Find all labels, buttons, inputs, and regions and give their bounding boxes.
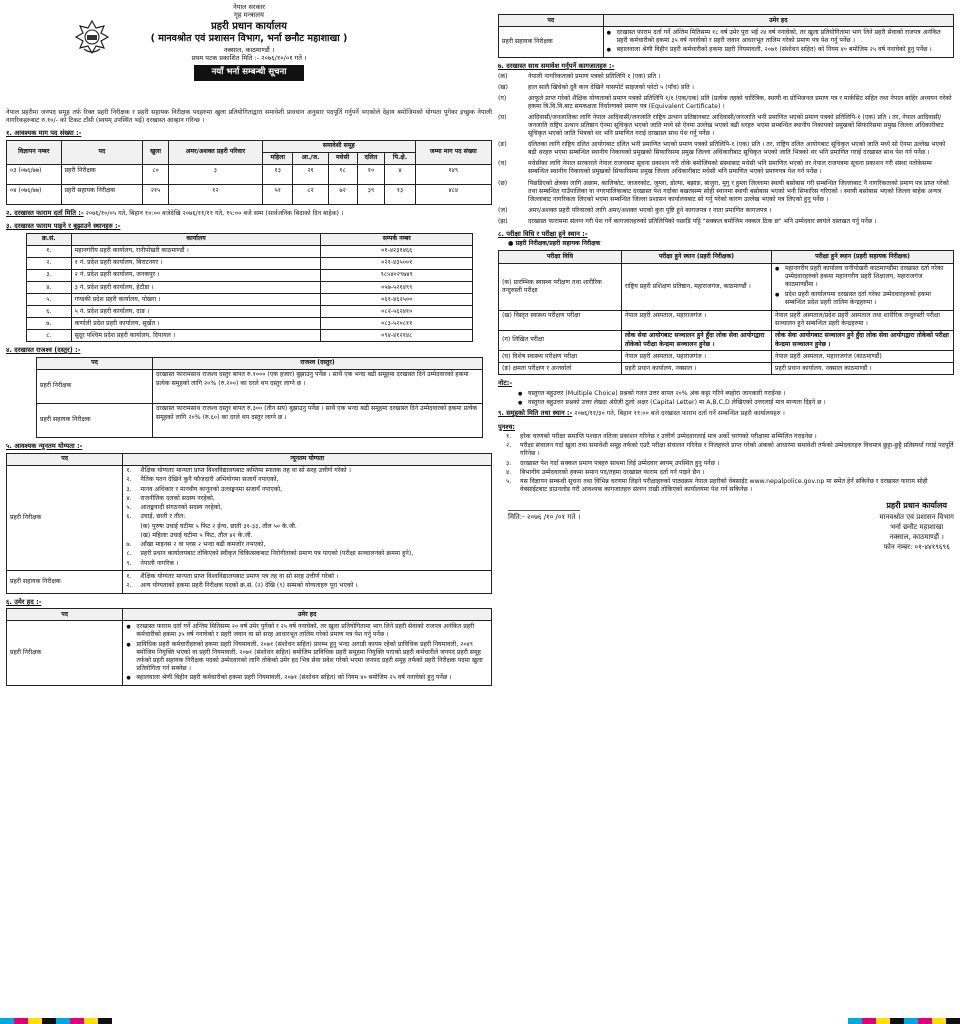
col-post: पद: [7, 453, 123, 465]
print-color-bar: [0, 1018, 112, 1024]
item-number: ५.: [506, 478, 512, 486]
item-number: ९.: [126, 559, 132, 567]
item-number: (क): [498, 72, 508, 80]
col-phone: सम्पर्क नम्बर: [321, 233, 473, 245]
cell: ४८४: [415, 185, 491, 205]
table-row: [7, 621, 492, 686]
item-text: शैक्षिक योग्यताः मान्यता प्राप्त विश्वविद्यालयबाट कम्तिमा स्नातक तह वा सो सरह उत्तीर्ण गरेको ।: [140, 467, 351, 475]
item-text: ● वस्तुगत बहुउत्तर (Multiple Choice) प्रश्नको गलत उत्तर बापत २०% अंक कट्टा गरिने ब्यहोरा जानकारी गराईन्छ ।: [528, 389, 786, 397]
col-women: महिला: [263, 152, 293, 164]
section-3-title: ३. दरखास्त फाराम पाइने र बुझाउने स्थानहरु :-: [6, 222, 121, 231]
item-number: [126, 523, 140, 531]
registration-dates: २०७६/१०/०५ गते, बिहान १०:०० बजेदेखि २०७६/११/११ गते, १५:०० बजे सम्म (सार्वजनिक बिदाको दिन बाहेक) ।: [85, 210, 344, 218]
item-text: मधेसीका लागि नेपाल सरकारले नेपाल राजपत्रमा सूचना प्रकाशन गरी तोके बमोजिमको संस्थाबाट मधेसी भनि प्रमाणित भएको तर नेपाल राजपत्रमा सूचना प्रकाशन गरी संस्था नतोकेसम्म सम्बन्धित स्थानीय निकायको प्रमुखको सिफारिसमा प्रमुख जिल्ला अधिकारीबाट मधेसी भनि प्रमाणित भएको प्रमाणपत्र पेश गर्न पर्नेछ ।: [528, 160, 932, 176]
color-swatch: [70, 1018, 84, 1024]
item-text: पिछडिएको क्षेत्रका लागि अछाम, कालिकोट, जाजरकोट, जुम्ला, डोल्पा, बझाङ, बाजुरा, मुगु र हुम्ला जिल्लामा स्थायी बसोबास गरी सम्बन्धित जिल्लाबाट नै नागरिकताको प्रमाण पत्र प्राप्त गरेको तथा सम्बन्धित गाउँपालिका वा नगरपालिकाबाट दरखास्त पेश गर्दाका बखतसम्म सोही स्थानमा स्थायी बसोबास भएको भनी सिफारिस गरिएको । स्थायी बसोबास भएको जिल्ला बाहेक अन्यत्र जिल्लाबाट नागरिकता लिएको भएमा सम्बन्धित जिल्ला प्रशासन कार्यालयबाट सो गर्नु परेको कारण उल्लेख भएको पत्र लिएको हुनु पर्नेछ ।: [528, 179, 949, 203]
list-item: [498, 84, 954, 92]
cell: ५१: [263, 185, 293, 205]
cell: ३.: [27, 269, 72, 281]
table-row: [499, 263, 954, 310]
item-text: दलितका लागि राष्ट्रिय दलित आयोगबाट दलित भनी प्रमाणित भएको प्रमाण पत्रको प्रतिलिपि-१ (एक) प्रति । तर, राष्ट्रिय दलित आयोगबाट सूचिकृत भएको जाति मध्ये सो ऐनमा उल्लेख भएको बढी थरहरु भएमा सम्बन्धित स्थानीय निकायको प्रमुखको सिफारिसमा प्रमुख जिल्ला अधिकारीबाट सूचिकृत भएको जाति भित्रको थर भनि प्रमाणित गराई दरखास्त साथ पेश गर्न पर्नेछ ।: [528, 141, 946, 157]
item-text: राजनीतिक दलको सदस्य नरहेको,: [140, 494, 215, 502]
age-table-inspector: [6, 608, 492, 686]
cell: लोक सेवा आयोगबाट सञ्चालन हुने हुँदा लोक सेवा आयोगद्वारा तोकेको परीक्षा केन्द्रमा सञ्चालन हुनेछ ।: [621, 330, 771, 350]
cell: ५ नं. प्रदेश प्रहरी कार्यालय, दाङ ।: [71, 306, 321, 318]
list-item: [498, 73, 954, 81]
cell: प्रहरी प्रधान कार्यालय, नक्साल काठमाण्डौं ।: [771, 363, 953, 375]
section-4-title: ४. दरखास्त राजश्व (दस्तुर) :-: [6, 346, 81, 355]
list-item: [126, 541, 488, 549]
table-row: [499, 330, 954, 350]
color-swatch: [84, 1018, 98, 1024]
item-number: १.: [506, 433, 512, 441]
cell: ०८३-५२०८११: [321, 318, 473, 330]
list-item: [607, 46, 950, 54]
section-5-title: ५. आवश्यक न्यूनतम योग्यता :-: [6, 441, 83, 450]
item-number: २.: [126, 582, 132, 590]
list-item: [126, 573, 488, 581]
section-2-title: २. दरखास्त फाराम दर्ता मिति :-: [6, 209, 84, 218]
cell: प्रहरी प्रधान कार्यालय, नक्साल ।: [621, 363, 771, 375]
intro-paragraph: नेपाल प्रहरीमा जनपद समूह तर्फ रिक्त प्रहरी निरीक्षक र प्रहरी सहायक निरीक्षक पदहरुमा खुला प्रतियोगिताद्वारा समावेशी प्रावधान अनुसार पदपूर्ति गर्नुपर्ने भएकोले देहाय बमोजिमको योग्यता पुगेका इच्छुक नेपाली नागरिकहरुबाट रु.१०/- को टिकट टाँसी (स्वयम् उपस्थित भई) दरखास्त आव्हान गरिन्छ ।: [6, 109, 492, 125]
item-text: दरखास्त पेश गर्दा सक्कल प्रमाण पत्रहरु साथमा लिई उम्मेदवार स्वयम् उपस्थित हुनु पर्नेछ ।: [520, 459, 720, 467]
item-number: (झ): [498, 217, 508, 225]
item-number: (छ): [498, 179, 508, 187]
col-age: उमेर हद: [603, 15, 953, 27]
cell: नेपाल प्रहरी अस्पताल, महाराजगंज ।: [621, 351, 771, 363]
cell: २१: [293, 165, 328, 185]
cell: ६.: [27, 306, 72, 318]
cell: ०१-४२३१४६६: [321, 245, 473, 257]
section-2: [6, 209, 492, 218]
cell: ३: [168, 165, 262, 185]
item-number: १.: [126, 572, 132, 580]
cell: ०८२-५६२४१०: [321, 306, 473, 318]
table-row: [27, 306, 473, 318]
col-madhesi: मधेसी: [328, 152, 357, 164]
cell: लोक सेवा आयोगबाट सञ्चालन हुने हुँदा लोक सेवा आयोगद्वारा तोकेको परीक्षा केन्द्रमा सञ्चालन हुनेछ ।: [771, 330, 953, 350]
item-text: ● दरखास्त फाराम दर्ता गर्ने अन्तिम मितिसम्म २० वर्ष उमेर पुगेको र २५ वर्ष ननाघेको, तर खुला प्रतियोगितामा भाग लिने प्रहरी सेवाको राजपत्र अनंकित प्रहरी कर्मचारीको हकमा ३५ वर्ष ननाघेको र प्रहरी जवान वा सो सरह आधारभूत तालिम गरेको प्रमाण पत्र पेश गर्नु पर्नेछ ।: [136, 622, 475, 639]
col-inspector-venue: परीक्षा हुने स्थान (प्रहरी निरीक्षक): [621, 251, 771, 263]
list-item: [126, 674, 488, 682]
cell: १०: [357, 165, 385, 185]
right-column: [498, 14, 954, 552]
list-item: [498, 95, 954, 111]
cell: दरखास्त फारामसाथ राजश्व दस्तुर बापत रु.१००० (एक हजार) बुझाउनु पर्नेछ । साथै एक भन्दा बढी समूहमा दरखास्त दिने उम्मेदवारको हकमा प्रत्येक समूहको लागि २०% (रु.२००) का दरले थप दस्तुर लाग्ने छ ।: [152, 369, 482, 403]
col-open: खुला: [143, 140, 168, 164]
item-text: नैतिक पतन देखिने कुनै फौजदारी अभियोगमा सजायँ नपाएको,: [140, 476, 279, 484]
age-table-asi: [498, 14, 954, 58]
cell: १३: [263, 165, 293, 185]
table-row: [37, 403, 483, 437]
color-swatch: [42, 1018, 56, 1024]
item-text: परीक्षा संचालन गर्दा खुला तथा समावेशी समूह तर्फको एउटै परीक्षा संचालन गरिनेछ र निजहरुले प्राप्त गरेको अंकको आधारमा समावेशी तर्फको उम्मेदवारहरु विचमात्र छुट्टा-छुट्टै प्रतिस्पर्धा गराई पदपूर्ति गरिनेछ ।: [520, 442, 954, 458]
cell: राष्ट्रिय प्रहरी प्रशिक्षण प्रतिष्ठान, महाराजगंज, काठमाण्डौं ।: [621, 263, 771, 310]
color-swatch: [890, 1018, 904, 1024]
documents-list: [498, 73, 954, 226]
item-text: शैक्षिक योग्यताः मान्यता प्राप्त विश्वविद्यालयबाट प्रमाण पत्र तह वा सो सरह उत्तीर्ण गरेको ।: [140, 572, 339, 580]
table-row: [27, 294, 473, 306]
cell: प्रहरी निरीक्षक: [7, 465, 123, 571]
age-list: [607, 29, 950, 55]
item-text: ● बहालवाला श्रेणी विहीन प्रहरी कर्मचारीको हकमा प्रहरी नियमावली, २०७१ (संशोधन सहित) को नियम ४० बमोजिम २५ वर्ष ननाघेको हुनु पर्नेछ ।: [616, 46, 932, 54]
col-post: पद: [37, 357, 153, 369]
item-number: ५.: [126, 504, 132, 512]
list-item: [498, 180, 954, 204]
cell: [123, 621, 492, 686]
list-item: [126, 467, 488, 475]
color-swatch: [98, 1018, 112, 1024]
cell: ८०: [143, 165, 168, 185]
item-number: ७.: [126, 541, 132, 549]
cell: १ नं. प्रदेश प्रहरी कार्यालय, बिराटनगर ।: [71, 257, 321, 269]
list-item: [126, 523, 488, 531]
col-post: पद: [61, 140, 143, 164]
publish-date: प्रथम पटक प्रकाशित मिति :- २०७६/१०/०१ गते ।: [191, 54, 307, 63]
col-post: पद: [499, 15, 604, 27]
sig-branch: भर्ना छनौट महाशाखा: [890, 523, 944, 532]
cell: प्रहरी निरीक्षक: [61, 165, 143, 185]
list-item: [498, 114, 954, 138]
sig-address: नक्साल, काठमाण्डौं ।: [889, 533, 944, 542]
list-item: [607, 29, 950, 45]
item-number: (ज): [498, 206, 508, 214]
section-6-title: ६. उमेर हद :-: [6, 597, 42, 606]
cell: ७२: [328, 185, 357, 205]
table-row: [7, 571, 492, 594]
section-7-title: ७. दरखास्त साथ समावेश गर्नुपर्ने कागजातहरु :-: [498, 62, 615, 71]
section-9: [498, 409, 954, 418]
section-8-title: ८. परीक्षा विधि र परीक्षा हुने स्थान :-: [498, 229, 588, 238]
gov-title: नेपाल सरकार: [233, 3, 265, 11]
item-text: (ख) महिलाः उचाई घटीमा ५ फिट, तौल ४२ के.जी.: [140, 531, 253, 539]
list-item: [506, 433, 954, 441]
list-item: [126, 550, 488, 558]
color-swatch: [28, 1018, 42, 1024]
item-number: २.: [506, 442, 512, 450]
item-text: ● बहालवाला श्रेणी विहीन प्रहरी कर्मचारीको हकमा प्रहरी नियमावली, २०७१ (संशोधन सहित) को नियम ४० बमोजिम २५ वर्ष ननाघेको हुनु पर्नेछ ।: [136, 674, 452, 682]
item-text: नेपाली नागरिक ।: [140, 559, 179, 567]
footer: [498, 500, 954, 552]
col-qualification: न्यूनतम योग्यता: [123, 453, 492, 465]
item-number: ६.: [126, 513, 132, 521]
item-text: हरेक चरणको परीक्षा समाप्ति पश्चात नतिजा प्रकाशन गरिनेछ र उत्तीर्ण उम्मेदवारलाई मात्र अर्को चरणको परीक्षामा सम्मिलित गराइनेछ ।: [520, 433, 817, 441]
cell: ४: [385, 165, 415, 185]
col-adv-no: विज्ञापन नम्बर: [7, 140, 62, 164]
section-1-title: १. आवश्यक माग पद संख्या :-: [6, 129, 82, 138]
division-title: ( मानवश्रोत एवं प्रशासन विभाग, भर्ना छनौट महाशाखा ): [150, 33, 348, 45]
print-color-bar: [848, 1018, 960, 1024]
item-text: बिभागीय उम्मेदवारको हकमा समान पद/तहमा दरखास्त फाराम दर्ता गर्न पाइने छैन ।: [520, 468, 705, 476]
list-item: [775, 291, 950, 307]
table-row: [27, 257, 473, 269]
col-asi-venue: परीक्षा हुने स्थान (प्रहरी सहायक निरीक्षक): [771, 251, 953, 263]
table-row: [27, 318, 473, 330]
list-item: [506, 460, 954, 468]
list-item: [126, 560, 488, 568]
list-item: [126, 532, 488, 540]
exam-subtitle: [508, 240, 954, 248]
table-row: [499, 27, 954, 58]
qualification-list: [126, 467, 488, 568]
age-list: [126, 623, 488, 682]
item-text: ● महानगरीय प्रहरी कार्यालय रानीपोखरी काठमाण्डौंमा दरखास्त दर्ता गरेका उम्मेदवारहरुको हकमा महानगरीय प्रहरी शिक्षालय, महाराजगंज काठमाण्डौंमा ।: [784, 265, 944, 289]
cell: प्रहरी निरीक्षक: [7, 621, 123, 686]
cell: ०६१-४६२५००: [321, 294, 473, 306]
list-item: [518, 399, 954, 407]
fee-table: [36, 357, 483, 438]
cell: (ग) लिखित परीक्षा: [499, 330, 622, 350]
cell: [603, 27, 953, 58]
list-item: [506, 442, 954, 458]
item-number: [126, 532, 140, 540]
cell: ८२: [293, 185, 328, 205]
item-text: आतङ्कवादी संगठनको सदस्य नरहेको,: [140, 504, 223, 512]
cell: ०२१-४३५००१: [321, 257, 473, 269]
item-text: उचाई, छाती र तौल:: [140, 513, 186, 521]
list-item: [775, 265, 950, 289]
color-swatch: [918, 1018, 932, 1024]
cell: सुदूर पश्चिम प्रदेश प्रहरी कार्यालय, दिपायल ।: [71, 330, 321, 342]
cell: नेपाल प्रहरी अस्पताल/प्रदेश प्रहरी अस्पताल तथा शारीरिक तन्दुरुस्ती परीक्षा सञ्चालन हुने सम्बन्धित प्रहरी केन्द्रहरुमा ।: [771, 310, 953, 330]
item-text: (क) पुरुषः उचाई घटीमा ५ फिट २ ईन्च, छाती ३१-३३, तौल ५० के.जी.: [140, 522, 297, 530]
cell: (क) प्रारम्भिक स्वास्थ्य परीक्षण तथा शारीरिक तन्दुरुस्ती परीक्षा: [499, 263, 622, 310]
table-row: [27, 330, 473, 342]
list-item: [126, 641, 488, 673]
cell: [771, 263, 953, 310]
color-swatch: [946, 1018, 960, 1024]
list-item: [126, 476, 488, 484]
list-item: [126, 504, 488, 512]
exam-subtitle-text: प्रहरी निरीक्षक/प्रहरी सहायक निरीक्षक: [515, 240, 601, 248]
col-inclusive: समावेशी समूह: [263, 140, 416, 152]
notice-header: [6, 3, 492, 107]
item-text: अन्य योग्यताको हकमा प्रहरी निरीक्षक पदको क्र.सं. (२) देखि (९) सम्मको योग्यताहरु पूरा भएको ।: [140, 582, 358, 590]
list-item: [498, 141, 954, 157]
cell: २१५: [143, 185, 168, 205]
cell: १८: [328, 165, 357, 185]
list-item: [126, 513, 488, 521]
table-row: [7, 465, 492, 571]
cell: नेपाल प्रहरी अस्पताल, महाराजगंज (काठमाण्डौं): [771, 351, 953, 363]
item-text: अमर/अशक्त प्रहरी परिवारको लागि अमर/अशक्त भएको कुरा पुष्टि हुने कागजपत्र र नाता प्रमाणित कागजपत्र ।: [528, 206, 772, 214]
notice-banner: नयाँ भर्ना सम्बन्धी सूचना: [194, 65, 305, 80]
cell: दरखास्त फारामसाथ राजश्व दस्तुर बापत रु.३०० (तीन सय) बुझाउनु पर्नेछ । साथै एक भन्दा बढी समूहमा दरखास्त दिने उम्मेदवारको हकमा प्रत्येक समूहको लागि २०% (रु.६०) का दरले थप दस्तुर लाग्ने छ ।: [152, 403, 482, 437]
cell: २ नं. प्रदेश प्रहरी कार्यालय, जनकपुर ।: [71, 269, 321, 281]
col-fee: राजश्व (दस्तुर): [152, 357, 482, 369]
item-number: ३.: [126, 485, 132, 493]
item-number: (घ): [498, 114, 507, 122]
cell: प्रहरी सहायक निरीक्षक: [61, 185, 143, 205]
item-text: मानव अधिकार र मानवीय कानूनको उल्लङ्घनमा सजायँ नपाएको,: [140, 485, 283, 493]
table-row: [499, 351, 954, 363]
item-text: हाल सालै खिचेको दुवै कान देखिने पासपोर्ट साइजको फोटो ५ (पाँच) प्रति ।: [528, 83, 694, 91]
cell: ०३ (०७६/७७): [7, 165, 62, 185]
cell: ०४ (०७६/७७): [7, 185, 62, 205]
color-swatch: [848, 1018, 862, 1024]
col-office: कार्यालय: [71, 233, 321, 245]
cell: (घ) विशेष स्वास्थ्य परीक्षण परीक्षा: [499, 351, 622, 363]
cell: ०५७-५२१४९९: [321, 282, 473, 294]
section-9-title: ९. समूहको मिति तथा स्थान :-: [498, 409, 573, 418]
item-text: यस विज्ञापन सम्बन्धी सूचना तथा विभिन्न चरणमा लिइने परीक्षाहरुको पाठ्यक्रम नेपाल प्रहरीको वेबसाईट www.nepalpolice.gov.np मा समेत हेर्न सकिनेछ र दरखास्त फाराम सोही वेबसाईटबाट डाउनलोड गरी आवश्यक कागजातहरु संलग्न राखी तोकिएको कार्यालयमा पेश गर्न सकिनेछ ।: [520, 478, 928, 494]
col-total: जम्मा माग पद संख्या: [415, 140, 491, 164]
col-dalit: दलित: [357, 152, 385, 164]
left-column: [6, 0, 492, 686]
list-item: [126, 495, 488, 503]
item-text: ● प्राविधिक प्रहरी कर्मचारीहरुको हकमा प्रहरी नियमावली, २०७१ (संशोधन सहित) प्रारम्भ हुनु भन्दा अगाडी कायम रहेको प्राविधिक प्रहरी नियमावली, २०४९ बमोजिम नियुक्ति भएको वा प्रहरी नियमावली, २०७१ (संशोधन सहित) बमोजिम प्राविधिक प्रहरी समूहमा नियुक्ति पाएको प्रहरी कर्मचारीले जनपद प्रहरी समूह तर्फको प्रहरी सहायक निरीक्षक पदको उम्मेदवारको लागि तोकेको उमेर हद भित्र सेवा प्रवेश गरेको भएमा जनपद प्रहरी समूह तर्फको प्रहरी निरीक्षक पदमा खुला प्रतियोगिता गर्न सक्नेछ ।: [136, 640, 483, 672]
offices-table: [26, 233, 473, 343]
cell: ७.: [27, 318, 72, 330]
list-item: [126, 582, 488, 590]
item-text: ● वस्तुगत बहुउत्तर प्रश्नको उत्तर लेख्दा अंग्रेजी ठूलो अक्षर (Capital Letter) मा A,B,C,D लेखिएको उत्तरलाई मात्र मान्यता दिइने छ ।: [528, 399, 826, 407]
item-text: दरखास्त फाराममा संलग्न गरी पेश गर्ने कागजातहरुको प्रतिलिपिको पछाडि पट्टि "सक्कल बमोजिम नक्कल ठिक छ" भनि उम्मेदवार स्वयंले दस्तखत गर्नु पर्नेछ ।: [528, 217, 877, 225]
col-post: पद: [7, 609, 123, 621]
list-item: [498, 160, 954, 176]
color-swatch: [56, 1018, 70, 1024]
table-row: [37, 369, 483, 403]
list-item: [506, 469, 954, 477]
list-item: [126, 623, 488, 639]
list-item: [498, 207, 954, 215]
list-item: [518, 390, 954, 398]
cell: ५.: [27, 294, 72, 306]
col-adivasi: आ./ज.: [293, 152, 328, 164]
exam-table: [498, 250, 954, 375]
cell: प्रहरी सहायक निरीक्षक: [499, 27, 604, 58]
cell: ३ नं. प्रदेश प्रहरी कार्यालय, हेटौडा ।: [71, 282, 321, 294]
item-number: ८.: [126, 550, 132, 558]
office-title: प्रहरी प्रधान कार्यालय: [211, 21, 287, 33]
venue-list: [775, 265, 950, 307]
sig-dept: मानवश्रोत एवं प्रशासन विभाग: [879, 512, 954, 521]
cell: २.: [27, 257, 72, 269]
item-number: (ग): [498, 94, 507, 102]
cell: कर्णाली प्रदेश प्रहरी कार्यालय, सुर्खेत ।: [71, 318, 321, 330]
cell: (ख) विस्तृत स्वास्थ्य परीक्षण परीक्षा: [499, 310, 622, 330]
section-9-text: २०७६/११/३० गते, बिहान ११:०० बजे दरखास्त फाराम दर्ता गर्ने सम्बन्धित प्रहरी कार्यालयहरु ।: [574, 410, 785, 418]
sig-org: प्रहरी प्रधान कार्यालय: [886, 501, 948, 511]
list-item: [126, 486, 488, 494]
table-row: [499, 363, 954, 375]
item-number: ४.: [126, 494, 132, 502]
cell: १२: [168, 185, 262, 205]
cell: ९८५४०२९७४१: [321, 269, 473, 281]
color-swatch: [876, 1018, 890, 1024]
item-number: (च): [498, 160, 507, 168]
list-item: [506, 478, 954, 494]
item-number: ४.: [506, 468, 512, 476]
item-number: (ख): [498, 83, 508, 91]
color-swatch: [0, 1018, 14, 1024]
table-row: [27, 282, 473, 294]
table-row: [27, 269, 473, 281]
cell: ३९: [357, 185, 385, 205]
sig-phone: फोन नम्बर: ०१-४४१९६९६: [883, 543, 950, 552]
item-number: २.: [126, 476, 132, 484]
item-text: आफूले प्राप्त गरेको शैक्षिक योग्यताको प्रमाण पत्रको प्रतिलिपि १/१ (एक/एक) प्रति (प्रत्येक तहको चारित्रिक, स्थायी वा प्रोभिजनल प्रमाण पत्र र मार्कसिट सहित तथा नेपाल बाहिर अध्ययन गरेको हकमा त्रि.वि.वि.बाट समकक्षता निर्धारणको प्रमाण पत्र (Equivalent Certificate) ।: [528, 94, 952, 110]
note-title: नोट:-: [498, 379, 513, 388]
misc-list: [506, 433, 954, 494]
item-text: नेपाली नागरिकताको प्रमाण पत्रको प्रतिलिपि १ (एक) प्रति ।: [528, 72, 661, 80]
col-backward: पि.क्षे.: [385, 152, 415, 164]
cell: १४९: [415, 165, 491, 185]
col-method: परीक्षा विधि: [499, 251, 622, 263]
item-number: (ङ): [498, 141, 507, 149]
item-number: १.: [126, 467, 132, 475]
qualification-table: [6, 453, 492, 594]
item-text: ● प्रदेश प्रहरी कार्यालयमा दरखास्त दर्ता गरेका उम्मेदवारहरुको हकमा सम्बन्धित प्रदेश प्रहरी तालिम केन्द्रहरुमा ।: [784, 290, 932, 306]
cell: महानगरीय प्रहरी कार्यालय, रानीपोखरी काठमाण्डौं ।: [71, 245, 321, 257]
cell: प्रहरी सहायक निरीक्षक: [37, 403, 153, 437]
signature-block: [879, 500, 954, 552]
cell: ८.: [27, 330, 72, 342]
nepal-police-emblem-icon: [70, 15, 114, 59]
col-martyr: अमर/अशक्त प्रहरी परिवार: [168, 140, 262, 164]
cell: [123, 571, 492, 594]
table-row: [499, 310, 954, 330]
color-swatch: [932, 1018, 946, 1024]
bullet-icon: ●: [508, 240, 516, 248]
cell: १.: [27, 245, 72, 257]
cell: प्रहरी सहायक निरीक्षक: [7, 571, 123, 594]
color-swatch: [14, 1018, 28, 1024]
list-item: [498, 218, 954, 226]
cell: (ङ) क्षमता परीक्षण र अन्तर्वार्ता: [499, 363, 622, 375]
vacancy-table: [6, 140, 492, 205]
misc-title: पुनश्च:: [498, 422, 516, 431]
table-row: [7, 185, 492, 205]
item-text: प्रहरी प्रधान कार्यालयबाट तोकिएको स्वीकृत चिकित्सकबाट निरोगीताको प्रमाण पत्र पाएको (परीक्षा सञ्चालनको क्रममा हुने),: [140, 550, 414, 558]
item-text: आदिवासी/जनजातिका लागि नेपाल आदिवासी/जनजाति राष्ट्रिय उत्थान प्रतिष्ठानबाट आदिवासी/जनजाति भनी प्रमाणित भएको प्रमाण पत्रको प्रतिलिपि-१ (एक) प्रति । तर, नेपाल आदिवासी/जनजाति राष्ट्रिय उत्थान प्रतिष्ठान ऐनमा सूचिकृत भएको जाति मध्ये सो ऐनमा उल्लेख भएको बढी थरहरु भएमा सम्बन्धित स्थानीय निकायको प्रमुखको सिफारिसमा प्रमुख जिल्ला अधिकारीबाट सूचिकृत भएको जाति भित्रको थर भनि प्रमाणित गराई दरखास्त साथ पेश गर्नु पर्नेछ ।: [528, 114, 944, 138]
table-row: [27, 245, 473, 257]
color-swatch: [862, 1018, 876, 1024]
cell: ०९४-४१२१४८: [321, 330, 473, 342]
cell: [123, 465, 492, 571]
cell: नेपाल प्रहरी अस्पताल, महाराजगंज ।: [621, 310, 771, 330]
office-address: नक्साल, काठमाण्डौं ।: [223, 45, 275, 54]
note-list: [518, 390, 954, 408]
footer-date: मिति:- २०७६ /१० /०१ गते ।: [508, 510, 580, 522]
table-row: [7, 165, 492, 185]
item-text: ● दरखास्त फाराम दर्ता गर्ने अन्तिम मितिसम्म १८ वर्ष उमेर पूरा भई २४ वर्ष ननाघेको, तर खुला प्रतियोगितामा भाग लिने प्रहरी सेवाको राजपत्र अनंकित प्रहरी कर्मचारीको हकमा ३५ वर्ष ननाघेको र प्रहरी जवान आधारभूत तालिम गरेको प्रमाण पत्र पेश गर्नु पर्नेछ ।: [616, 28, 941, 44]
cell: गण्डकी प्रदेश प्रहरी कार्यालय, पोखरा ।: [71, 294, 321, 306]
color-swatch: [904, 1018, 918, 1024]
col-sn: क्र.सं.: [27, 233, 72, 245]
qualification-list: [126, 573, 488, 590]
item-number: ३.: [506, 459, 512, 467]
cell: १३: [385, 185, 415, 205]
item-text: आँखा माइनस २ वा प्लस २ भन्दा बढी कमजोर नभएको,: [140, 541, 266, 549]
col-age: उमेर हद: [123, 609, 492, 621]
ministry-title: गृह मन्त्रालय: [234, 11, 264, 20]
cell: ४.: [27, 282, 72, 294]
cell: प्रहरी निरीक्षक: [37, 369, 153, 403]
